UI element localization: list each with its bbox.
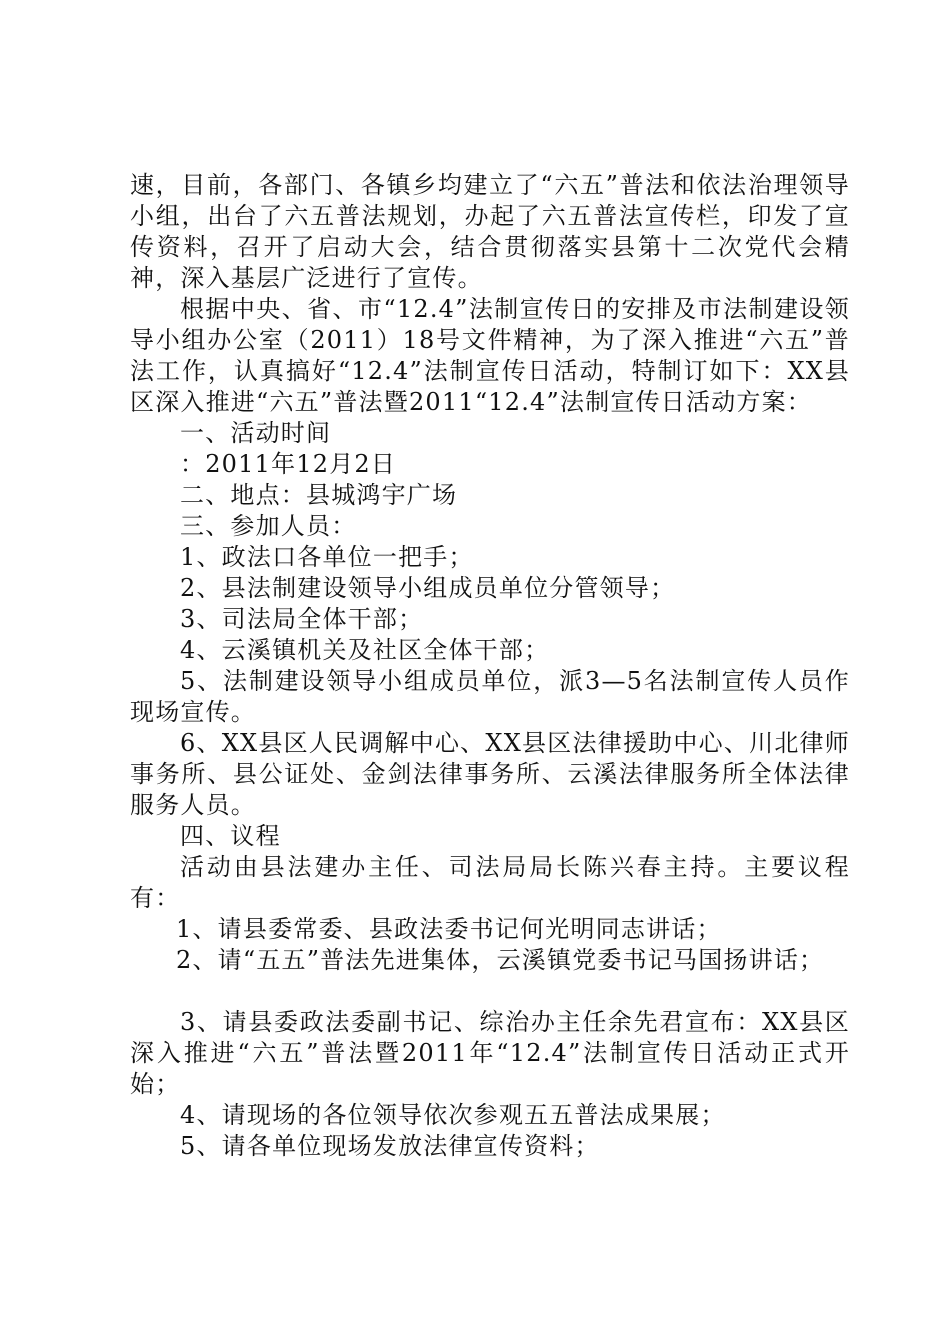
document-body: [130, 170, 850, 1162]
heading-participants: 三、参加人员：: [180, 512, 357, 540]
agenda-item-3: 3、请县委政法委副书记、综治办主任余先君宣布：XX县区深入推进“六五”普法暨2011年“12.4”法制宣传日活动正式开始；: [130, 1008, 850, 1098]
heading-agenda: 四、议程: [180, 822, 281, 850]
activity-date: ：2011年12月2日: [180, 450, 397, 478]
blank-line: [130, 976, 850, 1007]
agenda-item-4: 4、请现场的各位领导依次参观五五普法成果展；: [180, 1101, 726, 1129]
heading-activity-time: 一、活动时间: [180, 419, 332, 447]
agenda-intro: 活动由县法建办主任、司法局局长陈兴春主持。主要议程有：: [130, 853, 850, 912]
agenda-item-2: 2、请“五五”普法先进集体，云溪镇党委书记马国扬讲话；: [176, 946, 825, 974]
paragraph-basis: 根据中央、省、市“12.4”法制宣传日的安排及市法制建设领导小组办公室（2011）18号文件精神，为了深入推进“六五”普法工作，认真搞好“12.4”法制宣传日活动，特制订如下：XX县区深入推进“六五”普法暨2011“12.4”法制宣传日活动方案：: [130, 295, 850, 416]
paragraph-intro: 速，目前，各部门、各镇乡均建立了“六五”普法和依法治理领导小组，出台了六五普法规划，办起了六五普法宣传栏，印发了宣传资料，召开了启动大会，结合贯彻落实县第十二次党代会精神，深入基层广泛进行了宣传。: [130, 171, 850, 292]
participant-item-3: 3、司法局全体干部；: [180, 605, 424, 633]
participant-item-2: 2、县法制建设领导小组成员单位分管领导；: [180, 574, 676, 602]
agenda-item-5: 5、请各单位现场发放法律宣传资料；: [180, 1132, 600, 1160]
participant-item-6: 6、XX县区人民调解中心、XX县区法律援助中心、川北律师事务所、县公证处、金剑法律事务所、云溪法律服务所全体法律服务人员。: [130, 729, 850, 819]
participant-item-1: 1、政法口各单位一把手；: [180, 543, 474, 571]
participant-item-5: 5、法制建设领导小组成员单位，派3—5名法制宣传人员作现场宣传。: [130, 667, 850, 726]
heading-location: 二、地点：县城鸿宇广场: [180, 481, 458, 509]
agenda-item-1: 1、请县委常委、县政法委书记何光明同志讲话；: [176, 915, 722, 943]
participant-item-4: 4、云溪镇机关及社区全体干部；: [180, 636, 550, 664]
